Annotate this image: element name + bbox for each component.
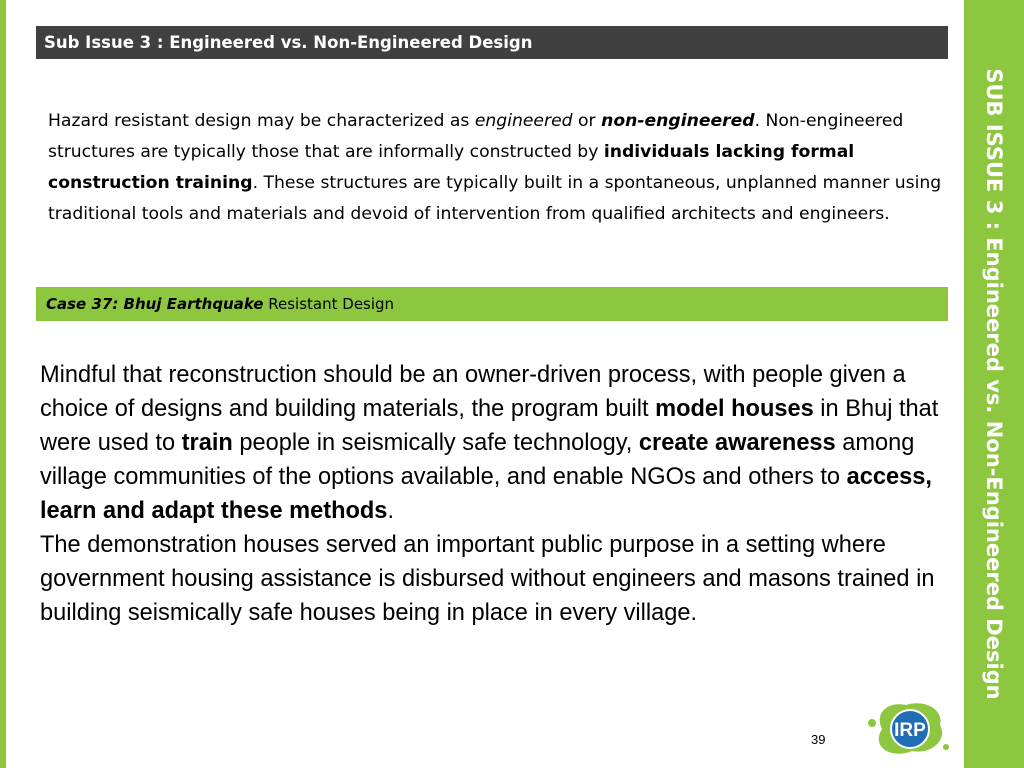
title-bar [36,26,948,59]
intro-text-3: . These structures are typically built in a spontaneous, unplanned manner using traditional tools and materials and devoid of intervention from qualified architects and engineers. [48,173,942,224]
body-bold-model-houses: model houses [655,396,814,422]
case-subtitle: Resistant Design [268,295,395,313]
case-bar [36,287,948,321]
body-text [40,358,940,630]
irp-logo [860,695,956,763]
body-paragraph-2: The demonstration houses served an important public purpose in a setting where government housing assistance is disbursed without engineers and masons trained in building seismically safe houses being in place in every village. [40,532,935,626]
body-text-a: Mindful that reconstruction should be an owner-driven process, with people given a choice of designs and building materials, the program built [40,362,906,422]
intro-bold-phrase: individuals lacking formal construction training [48,142,855,193]
body-bold-create-awareness: create awareness [638,430,836,456]
page-number: 39 [811,732,826,747]
body-bold-train: train [181,430,233,456]
slide-title: Sub Issue 3 : Engineered vs. Non-Engineered Design [44,33,533,52]
case-heading [46,295,394,313]
body-text-e: among village communities of the options available, and enable NGOs and others to [40,430,915,490]
logo-text: IRP [894,720,926,741]
body-bold-access-learn: access, learn and adapt these methods [40,464,932,524]
body-paragraph-1 [40,358,940,528]
body-text-d: people in seismically safe technology, [232,430,639,456]
intro-non-engineered: non-engineered [601,111,755,131]
body-text-f: . [387,498,394,524]
intro-or: or [572,111,602,131]
body-text-c: in Bhuj that were used to [40,396,939,456]
left-accent-stripe [0,0,6,768]
side-title: SUB ISSUE 3 : Engineered vs. Non-Engineered Design [982,68,1006,700]
intro-paragraph [48,106,948,230]
intro-text-2: . Non-engineered structures are typically those that are informally constructed by [48,111,904,162]
intro-text-1: Hazard resistant design may be characterized as [48,111,475,131]
intro-engineered: engineered [474,111,573,131]
case-label: Case 37: Bhuj Earthquake [46,295,264,313]
